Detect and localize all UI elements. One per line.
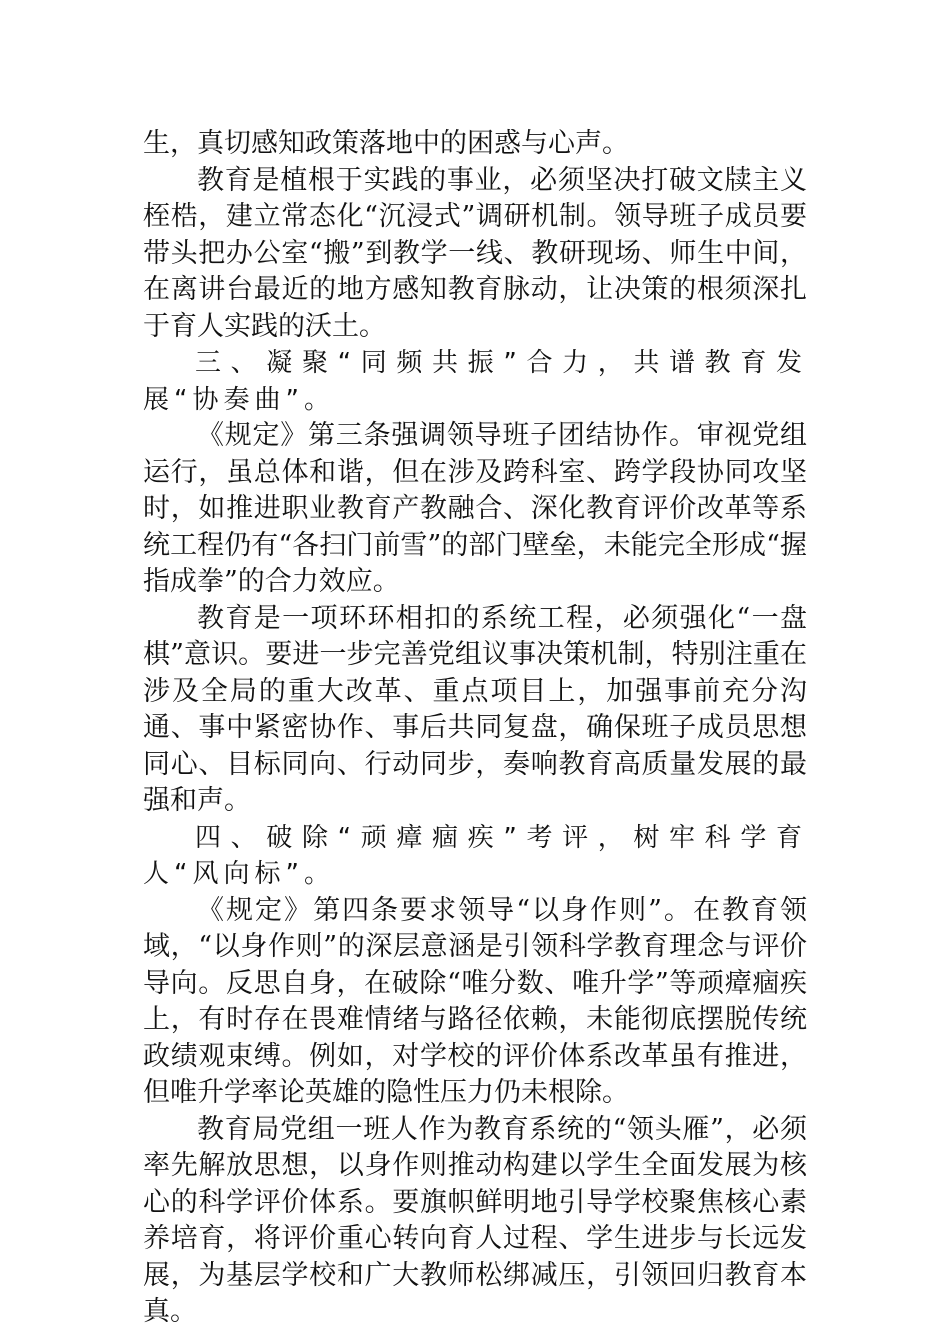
- document-body: [143, 126, 807, 1331]
- section-heading-3: 三、凝聚“同频共振”合力，共谱教育发展“协奏曲”。: [143, 348, 807, 415]
- paragraph-body: 《规定》第三条强调领导班子团结协作。审视党组运行，虽总体和谐，但在涉及跨科室、跨学段协同攻坚时，如推进职业教育产教融合、深化教育评价改革等系统工程仍有“各扫门前雪”的部门壁垒，未能完全形成“握指成拳”的合力效应。: [143, 420, 807, 597]
- paragraph-body: 教育是一项环环相扣的系统工程，必须强化“一盘棋”意识。要进一步完善党组议事决策机制，特别注重在涉及全局的重大改革、重点项目上，加强事前充分沟通、事中紧密协作、事后共同复盘，确保班子成员思想同心、目标同向、行动同步，奏响教育高质量发展的最强和声。: [143, 602, 807, 816]
- paragraph-body: 教育局党组一班人作为教育系统的“领头雁”，必须率先解放思想，以身作则推动构建以学生全面发展为核心的科学评价体系。要旗帜鲜明地引导学校聚焦核心素养培育，将评价重心转向育人过程、学生进步与长远发展，为基层学校和广大教师松绑减压，引领回归教育本真。: [143, 1113, 807, 1327]
- paragraph-continuation: 生，真切感知政策落地中的困惑与心声。: [143, 128, 629, 159]
- paragraph-body: 《规定》第四条要求领导“以身作则”。在教育领域，“以身作则”的深层意涵是引领科学教育理念与评价导向。反思自身，在破除“唯分数、唯升学”等顽瘴痼疾上，有时存在畏难情绪与路径依赖，未能彻底摆脱传统政绩观束缚。例如，对学校的评价体系改革虽有推进，但唯升学率论英雄的隐性压力仍未根除。: [143, 894, 807, 1108]
- paragraph-body: 教育是植根于实践的事业，必须坚决打破文牍主义桎梏，建立常态化“沉浸式”调研机制。领导班子成员要带头把办公室“搬”到教学一线、教研现场、师生中间，在离讲台最近的地方感知教育脉动，让决策的根须深扎于育人实践的沃土。: [143, 164, 807, 342]
- section-heading-4: 四、破除“顽瘴痼疾”考评，树牢科学育人“风向标”。: [143, 822, 807, 889]
